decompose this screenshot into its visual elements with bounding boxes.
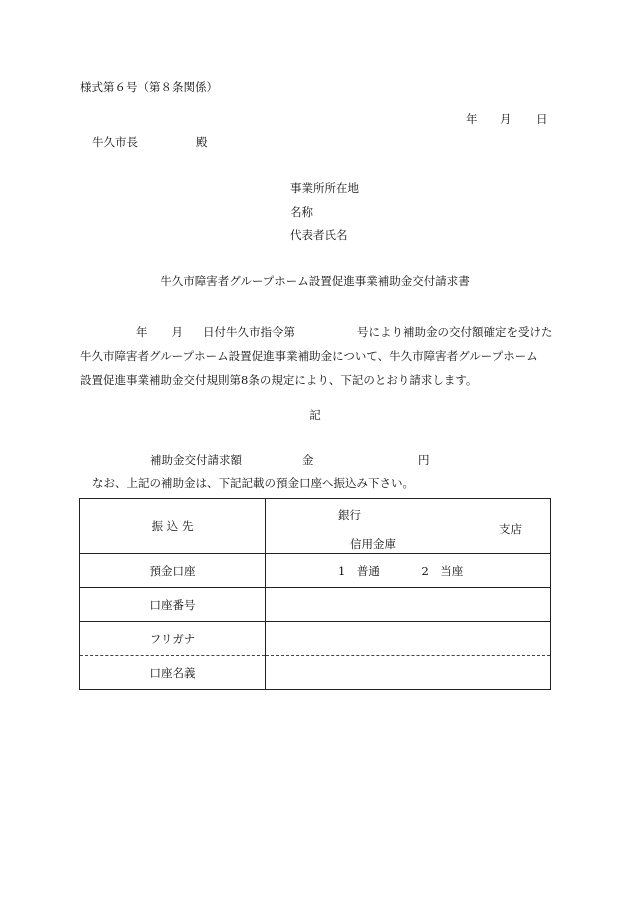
body-line-1: [80, 320, 553, 344]
account-number-label-cell: [80, 588, 266, 622]
account-holder-label-cell: [80, 656, 266, 690]
amount-kin: 金: [302, 453, 314, 467]
body-month: 月: [171, 325, 183, 339]
destination-label: 振 込 先: [151, 519, 194, 533]
table-row-deposit: [80, 554, 551, 588]
deposit-value-cell[interactable]: [266, 554, 551, 588]
document-title: 牛久市障害者グループホーム設置促進事業補助金交付請求書: [160, 274, 470, 288]
amount-label: 補助金交付請求額: [150, 453, 242, 467]
body-line-3: 設置促進事業補助金交付規則第8条の規定により、下記のとおり請求します。: [80, 373, 478, 387]
account-holder-field[interactable]: [266, 656, 551, 690]
deposit-option-ordinary[interactable]: 1 普通: [338, 563, 380, 578]
account-holder-label: 口座名義: [149, 665, 196, 680]
date-day: 日: [536, 112, 548, 126]
body-year: 年: [136, 325, 148, 339]
furigana-label-cell: [80, 622, 266, 656]
applicant-representative-label: 代表者氏名: [290, 228, 348, 242]
body-line-2: 牛久市障害者グループホーム設置促進事業補助金について、牛久市障害者グループホーム: [80, 349, 538, 363]
table-row-account-number: [80, 588, 551, 622]
transfer-note: なお、上記の補助金は、下記記載の預金口座へ振込み下さい。: [92, 476, 414, 490]
branch-suffix: 支店: [499, 522, 522, 536]
amount-yen: 円: [418, 453, 430, 467]
addressee-name: 牛久市長: [92, 135, 138, 149]
destination-label-cell: [80, 499, 266, 554]
applicant-name-label: 名称: [290, 205, 313, 219]
form-number: 様式第６号（第８条関係）: [80, 80, 218, 94]
table-row-furigana: [80, 622, 551, 656]
body-directive-suffix: 号により補助金の交付額確定を受けた: [357, 325, 553, 339]
furigana-label: フリガナ: [149, 631, 196, 646]
shinkin-suffix: 信用金庫: [350, 537, 396, 551]
bank-account-table: [79, 498, 551, 690]
date-year: 年: [466, 112, 478, 126]
table-row-account-holder: [80, 656, 551, 690]
ki-heading: 記: [309, 408, 321, 422]
destination-value-cell[interactable]: [266, 499, 551, 554]
bank-suffix: 銀行: [338, 508, 361, 522]
body-directive-prefix: 日付牛久市指令第: [203, 325, 295, 339]
addressee-suffix: 殿: [196, 135, 208, 149]
body-paragraph: [80, 320, 553, 392]
applicant-address-label: 事業所所在地: [290, 181, 359, 195]
table-row-destination: [80, 499, 551, 554]
account-number-field[interactable]: [266, 588, 551, 622]
account-number-label: 口座番号: [149, 597, 196, 612]
deposit-option-checking[interactable]: 2 当座: [421, 563, 464, 578]
deposit-label-cell: [80, 554, 266, 588]
furigana-field[interactable]: [266, 622, 551, 656]
date-month: 月: [500, 112, 512, 126]
deposit-label: 預金口座: [149, 563, 196, 578]
